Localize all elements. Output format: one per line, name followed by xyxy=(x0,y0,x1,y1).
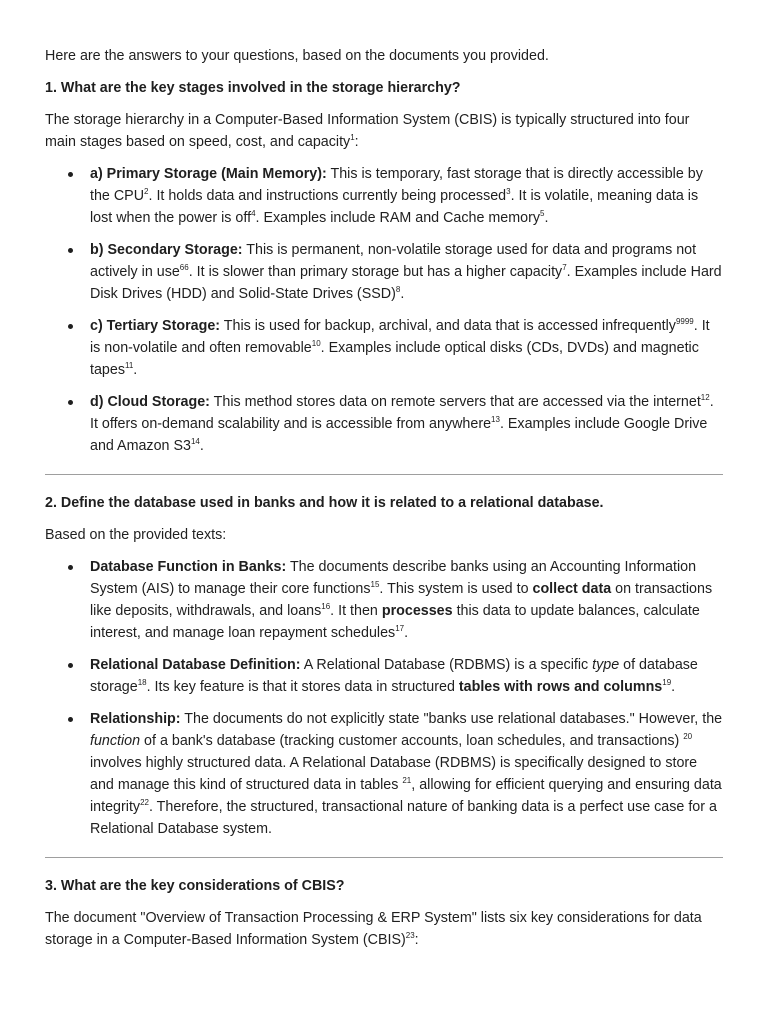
footnote-ref[interactable]: 5 xyxy=(540,209,545,219)
storage-stages-list xyxy=(45,163,723,457)
list-item-cloud-storage: d) Cloud Storage: This method stores data on remote servers that are accessed via the internet$^{12}$. It offers on-demand scalability and is accessible from anywhere$^{13}$. Examples include Google Drive and Amazon $S3^{14}$. xyxy=(45,391,723,457)
list-item-secondary-storage: b) Secondary Storage: This is permanent, non-volatile storage used for data and programs not actively in use$^{66}$. It is slower than primary storage but has a higher capacity$^7$. Examples include Hard Disk Drives (HDD) and Solid-State Drives (SSD)$^8$. xyxy=(45,239,723,305)
footnote-ref[interactable]: 17 xyxy=(395,624,405,634)
section-divider xyxy=(45,474,723,475)
footnote-ref[interactable]: 15 xyxy=(370,580,380,590)
list-item-database-function: Database Function in Banks: The documents describe banks using an Accounting Information System (AIS) to manage their core functions$^{15}$. This system is used to collect data on transactions like deposits, withdrawals, and loans$^{16}$. It then processes this data to update balances, calculate interest, and manage loan repayment schedules$^{17}$. xyxy=(45,556,723,644)
footnote-ref[interactable]: 21 xyxy=(402,776,412,786)
section-3-paragraph: The document "Overview of Transaction Processing & ERP System" lists six key considerations for data storage in a Computer-Based Information System (CBIS)$^{23}$: xyxy=(45,910,702,948)
bank-database-list xyxy=(45,556,723,840)
footnote-ref[interactable]: 4 xyxy=(251,209,256,219)
footnote-ref[interactable]: 19 xyxy=(662,678,672,688)
section-2-paragraph: Based on the provided texts: xyxy=(45,527,227,543)
footnote-ref[interactable]: 11 xyxy=(124,361,134,371)
section-2-heading: 2. Define the database used in banks and how it is related to a relational database. xyxy=(45,495,604,511)
footnote-ref[interactable]: 20 xyxy=(683,732,693,742)
footnote-ref[interactable]: 9999 xyxy=(675,317,694,327)
list-item-relationship: Relationship: The documents do not explicitly state "banks use relational databases." However, the function of a bank's database (tracking customer accounts, loan schedules, and transactions) $^{20}$ involves highly structured data. A Relational Database (RDBMS) is specifically designed to store and manage this kind of structured data in tables $^{21}$, allowing for efficient querying and ensuring data integrity$^{22}$. Therefore, the structured, transactional nature of banking data is a perfect use case for a Relational Database system. xyxy=(45,708,723,840)
footnote-ref[interactable]: 22 xyxy=(140,798,149,808)
footnote-ref[interactable]: 66 xyxy=(179,263,189,273)
footnote-ref[interactable]: 14 xyxy=(190,437,200,447)
section-1-heading: 1. What are the key stages involved in the storage hierarchy? xyxy=(45,80,461,96)
footnote-ref[interactable]: 18 xyxy=(137,678,147,688)
footnote-ref[interactable]: 2 xyxy=(144,187,149,197)
footnote-ref[interactable]: 3 xyxy=(506,187,511,197)
section-3-heading: 3. What are the key considerations of CBIS? xyxy=(45,878,345,894)
section-divider xyxy=(45,857,723,858)
footnote-ref[interactable]: 23 xyxy=(405,931,415,941)
footnote-ref[interactable]: 8 xyxy=(395,285,401,295)
footnote-ref[interactable]: 12 xyxy=(700,393,710,403)
footnote-ref[interactable]: 13 xyxy=(491,415,500,425)
footnote-ref[interactable]: 1 xyxy=(350,133,355,143)
footnote-ref[interactable]: 7 xyxy=(562,263,567,273)
intro-text: Here are the answers to your questions, based on the documents you provided. xyxy=(45,48,549,64)
list-item-tertiary-storage: c) Tertiary Storage: This is used for backup, archival, and data that is accessed infrequently$^{9999}$. It is non-volatile and often removable$^{10}$. Examples include optical disks (CDs, DVDs) and magnetic tapes$^{11}$. xyxy=(45,315,723,381)
footnote-ref[interactable]: 16 xyxy=(321,602,331,612)
list-item-relational-definition: Relational Database Definition: A Relational Database (RDBMS) is a specific type of database storage$^{18}$. Its key feature is that it stores data in structured tables with rows and columns$^{19}$. xyxy=(45,654,723,698)
list-item-primary-storage: a) Primary Storage (Main Memory): This is temporary, fast storage that is directly accessible by the CPU$^2$. It holds data and instructions currently being processed$^3$. It is volatile, meaning data is lost when the power is off$^4$. Examples include RAM and Cache memory$^5$. xyxy=(45,163,723,229)
section-1-paragraph: The storage hierarchy in a Computer-Based Information System (CBIS) is typically structured into four main stages based on speed, cost, and capacity$^1$: xyxy=(45,112,690,150)
footnote-ref[interactable]: 10 xyxy=(311,339,321,349)
